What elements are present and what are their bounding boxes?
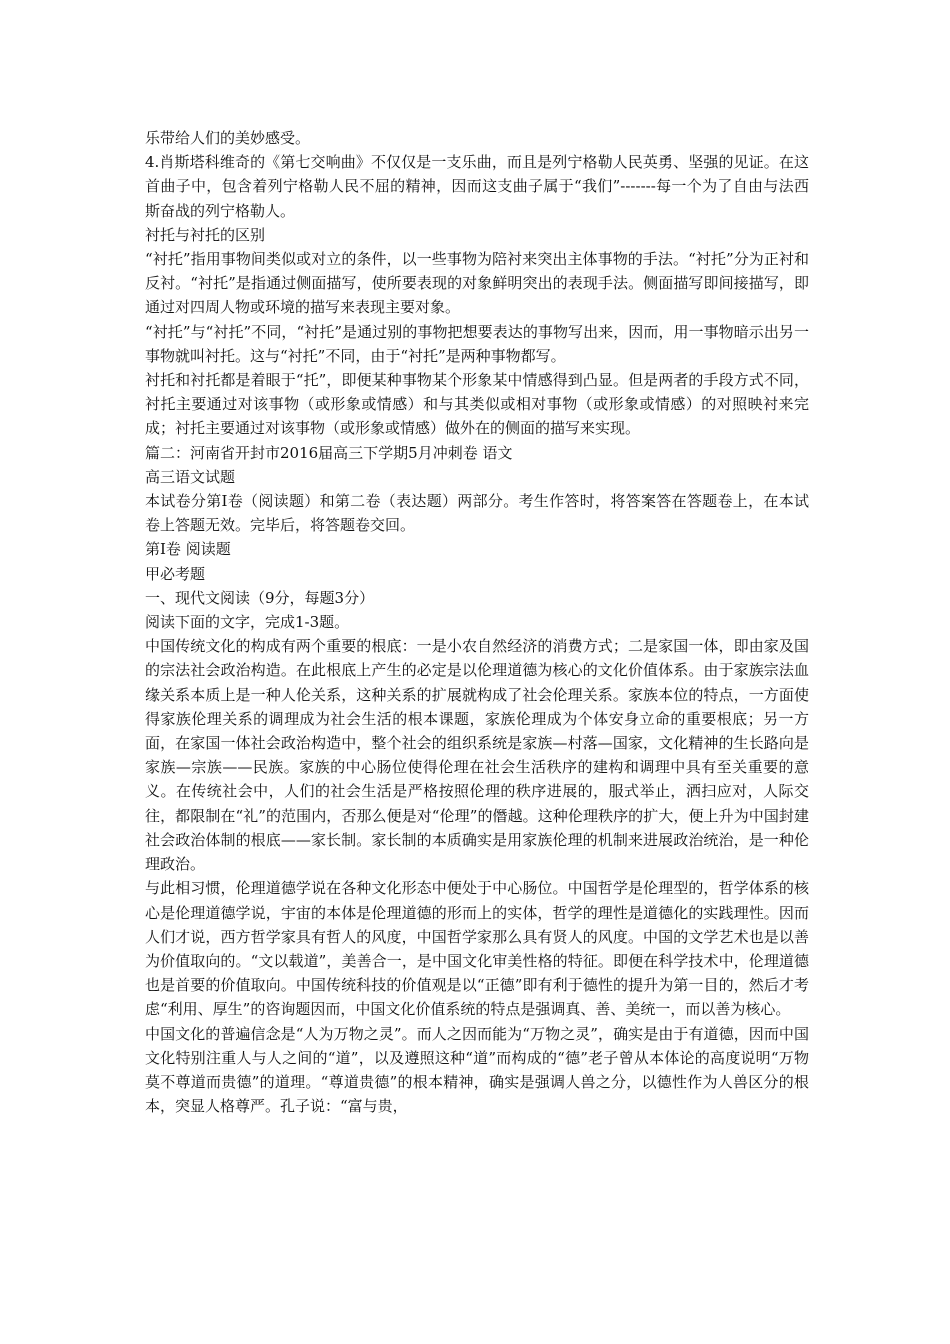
section-heading: 第I卷 阅读题 <box>145 540 231 559</box>
instruction: 阅读下面的文字，完成1-3题。 <box>145 613 350 632</box>
paragraph: 4.肖斯塔科维奇的《第七交响曲》不仅仅是一支乐曲，而且是列宁格勒人民英勇、坚强的见证。在这首曲子中，包含着列宁格勒人民不屈的精神，因而这支曲子属于“我们”-------每一个为了自由与法西斯奋战的列宁格勒人。 <box>145 153 809 220</box>
paragraph: 本试卷分第I卷（阅读题）和第二卷（表达题）两部分。考生作答时，将答案答在答题卷上，在本试卷上答题无效。完毕后，将答题卷交回。 <box>145 492 809 535</box>
paragraph: 与此相习惯，伦理道德学说在各种文化形态中便处于中心肠位。中国哲学是伦理型的，哲学体系的核心是伦理道德学说，宇宙的本体是伦理道德的形而上的实体，哲学的理性是道德化的实践理性。因而人们才说，西方哲学家具有哲人的风度，中国哲学家那么具有贤人的风度。中国的文学艺术也是以善为价值取向的。“文以载道”，美善合一，是中国文化审美性格的特征。即便在科学技术中，伦理道德也是首要的价值取向。中国传统科技的价值观是以“正德”即有利于德性的提升为第一目的，然后才考虑“利用、厚生”的咨询题因而，中国文化价值系统的特点是强调真、善、美统一，而以善为核心。 <box>145 879 809 1019</box>
section-heading: 篇二：河南省开封市2016届高三下学期5月冲刺卷 语文 <box>145 443 513 462</box>
paragraph: “衬托”指用事物间类似或对立的条件，以一些事物为陪衬来突出主体事物的手法。“衬托”分为正衬和反衬。“衬托”是指通过侧面描写，使所要表现的对象鲜明突出的表现手法。侧面描写即间接描写，即通过对四周人物或环境的描写来表现主要对象。 <box>145 250 809 317</box>
section-heading: 甲必考题 <box>145 564 206 583</box>
section-heading: 衬托与衬托的区别 <box>145 225 266 244</box>
document-page <box>145 126 809 1118</box>
paragraph: 中国传统文化的构成有两个重要的根底：一是小农自然经济的消费方式；二是家国一体，即由家及国的宗法社会政治构造。在此根底上产生的必定是以伦理道德为核心的文化价值体系。由于家族宗法血缘关系本质上是一种人伦关系，这种关系的扩展就构成了社会伦理关系。家族本位的特点，一方面使得家族伦理关系的调理成为社会生活的根本课题，家族伦理成为个体安身立命的重要根底；另一方面，在家国一体社会政治构造中，整个社会的组织系统是家族—村落—国家，文化精神的生长路向是家族—宗族——民族。家族的中心肠位使得伦理在社会生活秩序的建构和调理中具有至关重要的意义。在传统社会中，人们的社会生活是严格按照伦理的秩序进展的，服式举止，洒扫应对，人际交往，都限制在“礼”的范围内，否那么便是对“伦理”的僭越。这种伦理秩序的扩大，便上升为中国封建社会政治体制的根底——家长制。家长制的本质确实是用家族伦理的机制来进展政治统治，是一种伦理政治。 <box>145 637 809 874</box>
section-heading: 一、现代文阅读（9分，每题3分） <box>145 588 375 607</box>
paragraph: 乐带给人们的美妙感受。 <box>145 129 311 147</box>
paragraph: “衬托”与“衬托”不同，“衬托”是通过别的事物把想要表达的事物写出来，因而，用一事物暗示出另一事物就叫衬托。这与“衬托”不同，由于“衬托”是两种事物都写。 <box>145 322 809 365</box>
paragraph: 衬托和衬托都是着眼于“托”，即便某种事物某个形象某中情感得到凸显。但是两者的手段方式不同，衬托主要通过对该事物（或形象或情感）和与其类似或相对事物（或形象或情感）的对照映衬来完成；衬托主要通过对该事物（或形象或情感）做外在的侧面的描写来实现。 <box>145 371 809 438</box>
exam-title: 高三语文试题 <box>145 467 236 486</box>
paragraph: 中国文化的普遍信念是“人为万物之灵”。而人之因而能为“万物之灵”，确实是由于有道德，因而中国文化特别注重人与人之间的“道”，以及遵照这种“道”而构成的“德”老子曾从本体论的高度说明“万物莫不尊道而贵德”的道理。“尊道贵德”的根本精神，确实是强调人兽之分，以德性作为人兽区分的根本，突显人格尊严。孔子说：“富与贵， <box>145 1024 809 1116</box>
